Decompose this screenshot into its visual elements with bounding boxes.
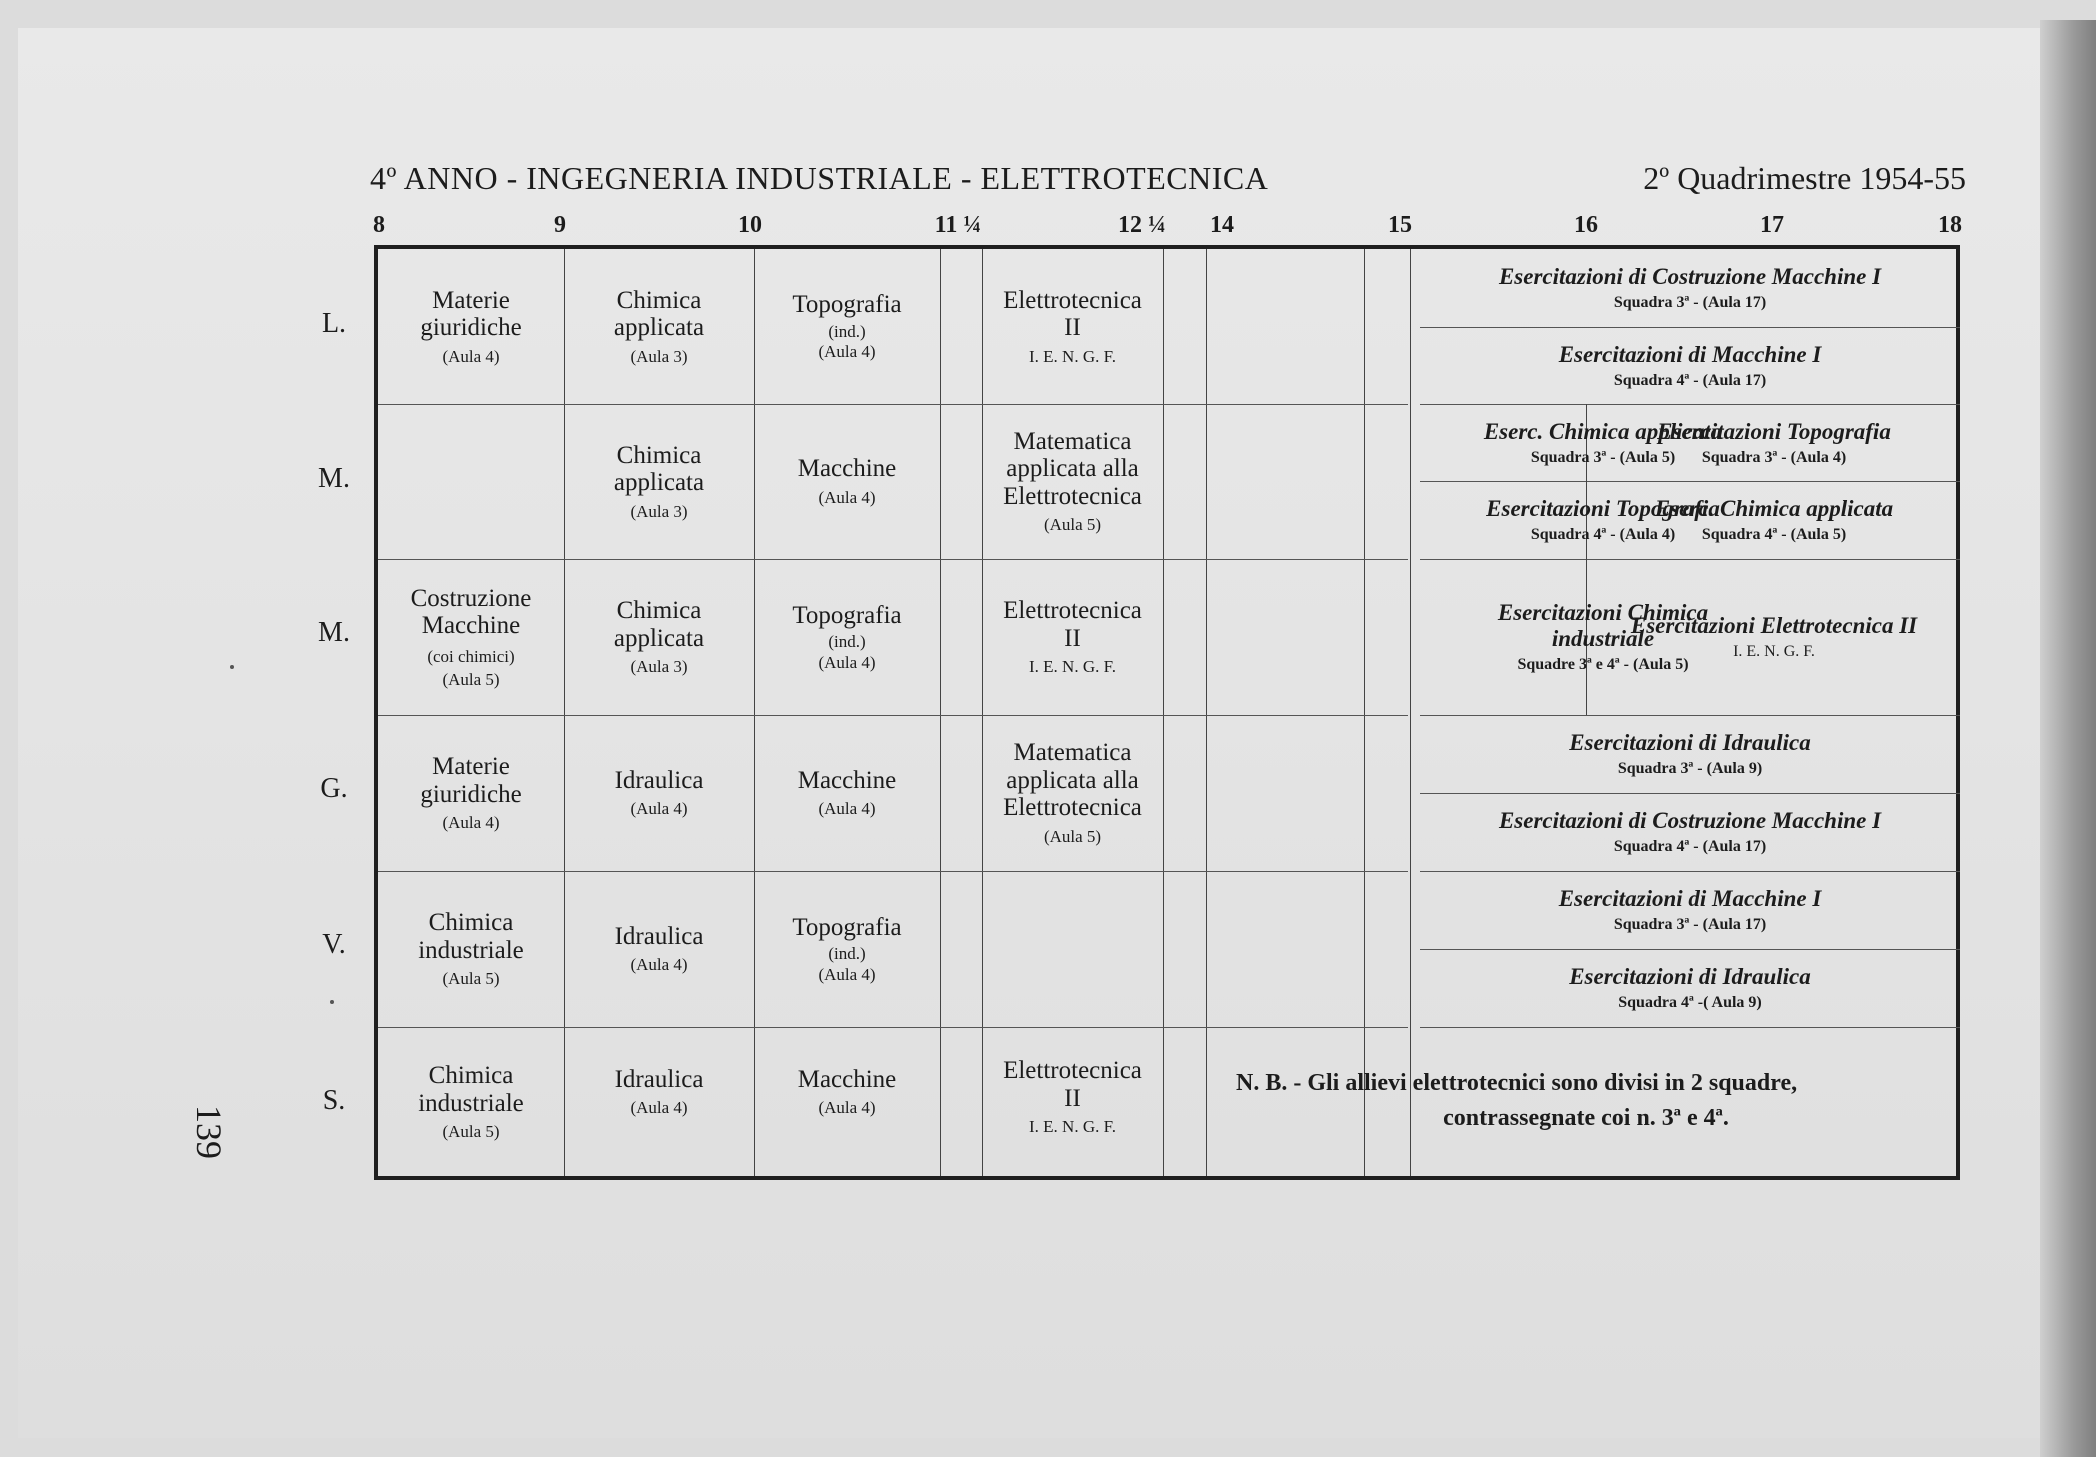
room-text: (Aula 4) — [818, 487, 876, 507]
subject-text: Macchine — [797, 766, 897, 794]
subject-text: Chimica applicata — [613, 441, 705, 497]
room-text: Squadra 4ª - (Aula 5) — [1701, 526, 1847, 544]
day-label-saturday: S. — [322, 1085, 346, 1116]
subject-text: Materie giuridiche — [420, 286, 522, 342]
lesson-cell — [564, 249, 754, 404]
lesson-cell — [378, 249, 564, 404]
subject-text: Chimica applicata — [613, 597, 705, 652]
subject-text: Esercitazioni di Macchine I — [1558, 341, 1822, 367]
footnote-line: N. B. - Gli allievi elettrotecnici sono divisi in 2 squadre, — [1236, 1070, 1798, 1096]
subject-text: Esercitazioni Chimica industriale — [1497, 600, 1709, 651]
subject-text: Elettrotecnica II — [1003, 286, 1142, 342]
subject-text: Macchine — [797, 455, 897, 483]
column-divider — [1410, 249, 1411, 1176]
hour-label: 16 — [1574, 212, 1598, 238]
room-text: (Aula 5) — [442, 1122, 500, 1142]
room-text: (Aula 5) — [1043, 515, 1102, 535]
room-text: Squadra 3ª - (Aula 17) — [1613, 294, 1767, 312]
room-text: I. E. N. G. F. — [1029, 657, 1116, 677]
subject-text: Idraulica — [614, 922, 704, 950]
lesson-cell — [982, 404, 1163, 559]
lesson-cell — [564, 559, 754, 715]
hour-label: 12 ¼ — [1118, 212, 1166, 238]
print-speck — [330, 1000, 334, 1004]
exercise-cell — [1420, 715, 1960, 793]
exercise-cell — [1588, 481, 1960, 559]
room-text: (Aula 4) — [818, 342, 876, 362]
lesson-cell — [378, 559, 564, 715]
room-text: Squadra 3ª - (Aula 4) — [1701, 448, 1847, 466]
room-text: (Aula 4) — [630, 955, 688, 975]
term-label: 2º Quadrimestre 1954-55 — [1643, 160, 1966, 196]
day-label-thursday: G. — [320, 773, 348, 804]
page-title: 4º ANNO - INGEGNERIA INDUSTRIALE - ELETTROTECNICA — [370, 160, 1269, 196]
subject-text: Macchine — [797, 1065, 897, 1093]
hour-label: 11 ¼ — [934, 212, 982, 238]
subject-text: Chimica applicata — [613, 286, 705, 342]
room-text: (Aula 5) — [442, 969, 500, 989]
note-text: (coi chimici) — [427, 646, 515, 666]
note-text: (ind.) — [828, 944, 866, 964]
room-text: (Aula 4) — [818, 1098, 876, 1118]
lesson-cell — [378, 871, 564, 1027]
subject-text: Chimica industriale — [418, 909, 524, 964]
subject-text: Esercitazioni di Idraulica — [1569, 730, 1811, 756]
lesson-cell — [754, 249, 940, 404]
day-label-wednesday: M. — [318, 617, 350, 648]
subject-text: Topografia — [792, 291, 902, 319]
footnote — [1236, 1066, 1936, 1136]
subject-text: Eserc. Chimica applicata — [1654, 496, 1894, 522]
lesson-cell — [564, 715, 754, 871]
hour-label: 17 — [1760, 212, 1784, 238]
hour-label: 10 — [738, 212, 762, 238]
subject-text: Costruzione Macchine — [410, 584, 532, 640]
subject-text: Matematica applicata alla Elettrotecnica — [1003, 739, 1142, 822]
subject-text: Topografia — [792, 913, 902, 941]
subject-text: Idraulica — [614, 1065, 704, 1093]
subject-text: Esercitazioni di Costruzione Macchine I — [1498, 808, 1882, 834]
column-divider — [1163, 249, 1164, 1176]
room-text: Squadra 4ª - (Aula 4) — [1530, 526, 1676, 544]
room-text: Squadra 4ª - (Aula 17) — [1613, 838, 1767, 856]
page-number: 139 — [189, 1105, 229, 1159]
subject-text: Idraulica — [614, 766, 704, 794]
room-text: (Aula 4) — [442, 813, 500, 833]
subject-text: Esercitazioni Elettrotecnica II — [1630, 613, 1918, 639]
lesson-cell — [982, 249, 1163, 404]
room-text: (Aula 4) — [442, 346, 500, 366]
exercise-cell — [1420, 793, 1960, 871]
lesson-cell — [564, 404, 754, 559]
hour-label: 8 — [373, 212, 385, 238]
lesson-cell — [754, 871, 940, 1027]
subject-text: Esercitazioni Topografia — [1657, 418, 1891, 444]
lesson-cell — [754, 404, 940, 559]
exercise-cell — [1420, 327, 1960, 404]
room-text: (Aula 4) — [818, 799, 876, 819]
timetable-grid — [374, 245, 1960, 1180]
row-divider — [1420, 1027, 1960, 1028]
room-text: (Aula 4) — [818, 964, 876, 984]
room-text: (Aula 5) — [442, 669, 500, 689]
room-text: (Aula 5) — [1043, 826, 1102, 846]
subject-text: Eserc. Chimica applicata — [1483, 418, 1723, 444]
room-text: (Aula 4) — [630, 799, 688, 819]
note-text: (ind.) — [828, 321, 866, 341]
lesson-cell — [982, 715, 1163, 871]
subject-text: Esercitazioni Topografia — [1486, 496, 1720, 522]
subject-text: Topografia — [792, 601, 902, 629]
room-text: Squadre 3ª e 4ª - (Aula 5) — [1517, 656, 1689, 673]
hour-label: 9 — [554, 212, 566, 238]
exercise-cell — [1420, 249, 1960, 327]
note-text: (ind.) — [828, 632, 866, 652]
room-text: (Aula 3) — [630, 501, 688, 521]
exercise-cell — [1420, 871, 1960, 949]
room-text: (Aula 3) — [630, 346, 688, 366]
exercise-cell — [1588, 404, 1960, 481]
column-divider — [1364, 249, 1365, 1176]
lesson-cell — [564, 871, 754, 1027]
room-text: Squadra 3ª - (Aula 9) — [1617, 760, 1763, 778]
exercise-cell — [1588, 559, 1960, 715]
lesson-cell — [982, 1027, 1163, 1167]
column-divider — [1206, 249, 1207, 1176]
subject-text: Matematica applicata alla Elettrotecnica — [1003, 427, 1142, 510]
room-text: (Aula 4) — [630, 1098, 688, 1118]
subject-text: Esercitazioni di Costruzione Macchine I — [1498, 264, 1882, 290]
subject-text: Chimica industriale — [418, 1062, 524, 1117]
lesson-cell — [754, 559, 940, 715]
print-speck — [230, 665, 234, 669]
subject-text: Elettrotecnica II — [1003, 1057, 1142, 1112]
hour-header — [0, 212, 2096, 242]
lesson-cell — [378, 715, 564, 871]
room-text: I. E. N. G. F. — [1733, 643, 1815, 661]
hour-label: 18 — [1938, 212, 1962, 238]
room-text: Squadra 3ª - (Aula 17) — [1613, 916, 1767, 934]
day-label-tuesday: M. — [318, 463, 350, 494]
room-text: Squadra 4ª -( Aula 9) — [1618, 994, 1762, 1012]
day-label-monday: L. — [321, 308, 347, 339]
hour-label: 15 — [1388, 212, 1412, 238]
lesson-cell — [754, 715, 940, 871]
lesson-cell — [378, 1027, 564, 1177]
subject-text: Esercitazioni di Macchine I — [1558, 886, 1822, 912]
lesson-cell — [564, 1027, 754, 1157]
room-text: I. E. N. G. F. — [1029, 1117, 1116, 1137]
room-text: Squadra 4ª - (Aula 17) — [1613, 371, 1767, 389]
footnote-line: contrassegnate coi n. 3ª e 4ª. — [1443, 1104, 1729, 1131]
room-text: (Aula 3) — [630, 657, 688, 677]
room-text: Squadra 3ª - (Aula 5) — [1530, 448, 1676, 466]
lesson-cell — [982, 559, 1163, 715]
room-text: (Aula 4) — [818, 652, 876, 672]
column-divider — [940, 249, 941, 1176]
subject-text: Materie giuridiche — [420, 753, 522, 808]
room-text: I. E. N. G. F. — [1029, 346, 1116, 366]
subject-text: Elettrotecnica II — [1003, 597, 1142, 652]
subject-text: Esercitazioni di Idraulica — [1569, 964, 1811, 990]
lesson-cell — [754, 1027, 940, 1157]
exercise-cell — [1420, 949, 1960, 1027]
hour-label: 14 — [1210, 212, 1234, 238]
day-label-friday: V. — [322, 929, 346, 960]
